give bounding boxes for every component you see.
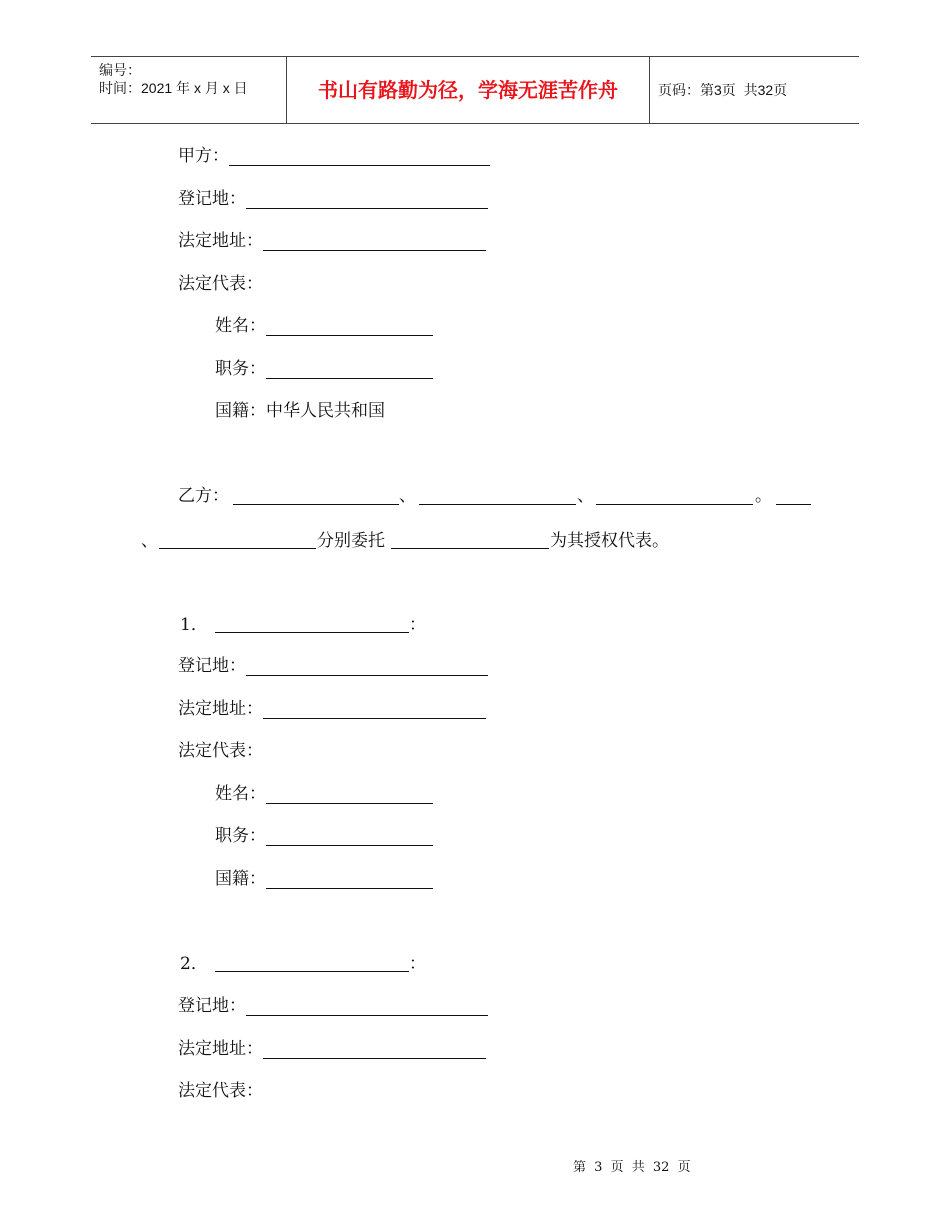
header-page-number <box>658 57 787 123</box>
month-unit: 月 <box>204 80 219 96</box>
position-label: 职务： <box>215 826 266 846</box>
name-blank[interactable] <box>266 785 433 804</box>
footer-page-text <box>571 1156 693 1175</box>
nationality-text: 国籍：中华人民共和国 <box>215 401 385 421</box>
day-value: x <box>222 80 230 96</box>
entity-1-address-row <box>178 699 486 719</box>
party-b-auth-rep: 为其授权代表。 <box>550 531 669 551</box>
page-unit: 页 <box>721 82 736 98</box>
footer-ye-2: 页 <box>677 1160 691 1175</box>
entity-2-registration-row <box>178 996 488 1016</box>
total-label: 共 <box>743 82 758 98</box>
party-b-sep-1: 、 <box>399 486 416 506</box>
header-meta <box>99 61 248 97</box>
footer-page: 3 <box>594 1160 603 1175</box>
page-label: 页码：第 <box>658 82 714 98</box>
registration-blank[interactable] <box>246 997 488 1016</box>
entity-1-number: 1． <box>180 615 208 635</box>
year-unit: 年 <box>176 80 191 96</box>
entity-1-name-blank[interactable] <box>215 632 409 633</box>
position-blank[interactable] <box>266 360 433 379</box>
entity-1-legal-rep-row <box>178 741 263 761</box>
registration-label: 登记地： <box>178 996 246 1016</box>
registration-label: 登记地： <box>178 189 246 209</box>
party-b-blank-2[interactable] <box>419 504 576 505</box>
party-b-entrust: 分别委托 <box>317 531 385 551</box>
total-unit: 页 <box>773 82 788 98</box>
party-b-line2-lead: 、 <box>141 531 158 551</box>
total-num: 32 <box>757 82 774 98</box>
entity-2-number: 2． <box>180 954 208 974</box>
position-blank[interactable] <box>266 827 433 846</box>
party-a-legal-rep-row <box>178 274 263 294</box>
party-b-label: 乙方： <box>178 486 229 506</box>
footer-di: 第 <box>573 1160 587 1175</box>
footer-ye: 页 <box>610 1160 624 1175</box>
legal-address-label: 法定地址： <box>178 1039 263 1059</box>
header-motto: 书山有路勤为径，学海无涯苦作舟 <box>318 78 618 102</box>
party-b-blank-4[interactable] <box>776 504 811 505</box>
footer-total: 32 <box>652 1160 670 1175</box>
month-value: x <box>193 80 201 96</box>
legal-address-blank[interactable] <box>263 232 486 251</box>
party-a-label: 甲方： <box>178 146 229 166</box>
entity-1-registration-row <box>178 656 488 676</box>
legal-rep-label: 法定代表： <box>178 1081 263 1101</box>
year: 2021 <box>141 80 173 96</box>
entity-1-nationality-row <box>215 869 433 889</box>
entity-2-address-row <box>178 1039 486 1059</box>
legal-address-label: 法定地址： <box>178 231 263 251</box>
position-label: 职务： <box>215 359 266 379</box>
party-b-blank-3[interactable] <box>596 504 753 505</box>
page-header <box>91 56 859 124</box>
footer-gong: 共 <box>631 1160 645 1175</box>
party-a-registration-row <box>178 189 488 209</box>
entity-2-name-blank[interactable] <box>215 971 409 972</box>
party-a-name-row <box>215 316 433 336</box>
party-a-blank[interactable] <box>229 147 490 166</box>
day-unit: 日 <box>233 80 248 96</box>
entity-2-legal-rep-row <box>178 1081 263 1101</box>
legal-rep-label: 法定代表： <box>178 741 263 761</box>
entity-1-name-row <box>215 784 433 804</box>
legal-rep-label: 法定代表： <box>178 274 263 294</box>
serial-label: 编号： <box>99 62 141 78</box>
time-line <box>99 79 248 97</box>
party-a-position-row <box>215 359 433 379</box>
party-a-row <box>178 146 490 166</box>
party-b-end: 。 <box>755 486 772 506</box>
party-b-blank-6[interactable] <box>391 548 549 549</box>
legal-address-blank[interactable] <box>263 1040 486 1059</box>
legal-address-label: 法定地址： <box>178 699 263 719</box>
entity-2-colon: ： <box>409 954 426 974</box>
name-label: 姓名： <box>215 784 266 804</box>
nationality-label: 国籍： <box>215 869 266 889</box>
party-b-blank-5[interactable] <box>159 548 316 549</box>
name-label: 姓名： <box>215 316 266 336</box>
nationality-blank[interactable] <box>266 870 433 889</box>
entity-1-colon: ： <box>409 615 426 635</box>
registration-blank[interactable] <box>246 190 488 209</box>
legal-address-blank[interactable] <box>263 700 486 719</box>
name-blank[interactable] <box>266 317 433 336</box>
time-label: 时间： <box>99 80 141 96</box>
entity-1-position-row <box>215 826 433 846</box>
party-a-address-row <box>178 231 486 251</box>
registration-blank[interactable] <box>246 657 488 676</box>
party-a-nationality-row <box>215 401 385 421</box>
header-divider <box>649 57 650 123</box>
party-b-blank-1[interactable] <box>233 504 399 505</box>
page-num: 3 <box>714 82 722 98</box>
registration-label: 登记地： <box>178 656 246 676</box>
party-b-sep-2: 、 <box>577 486 594 506</box>
